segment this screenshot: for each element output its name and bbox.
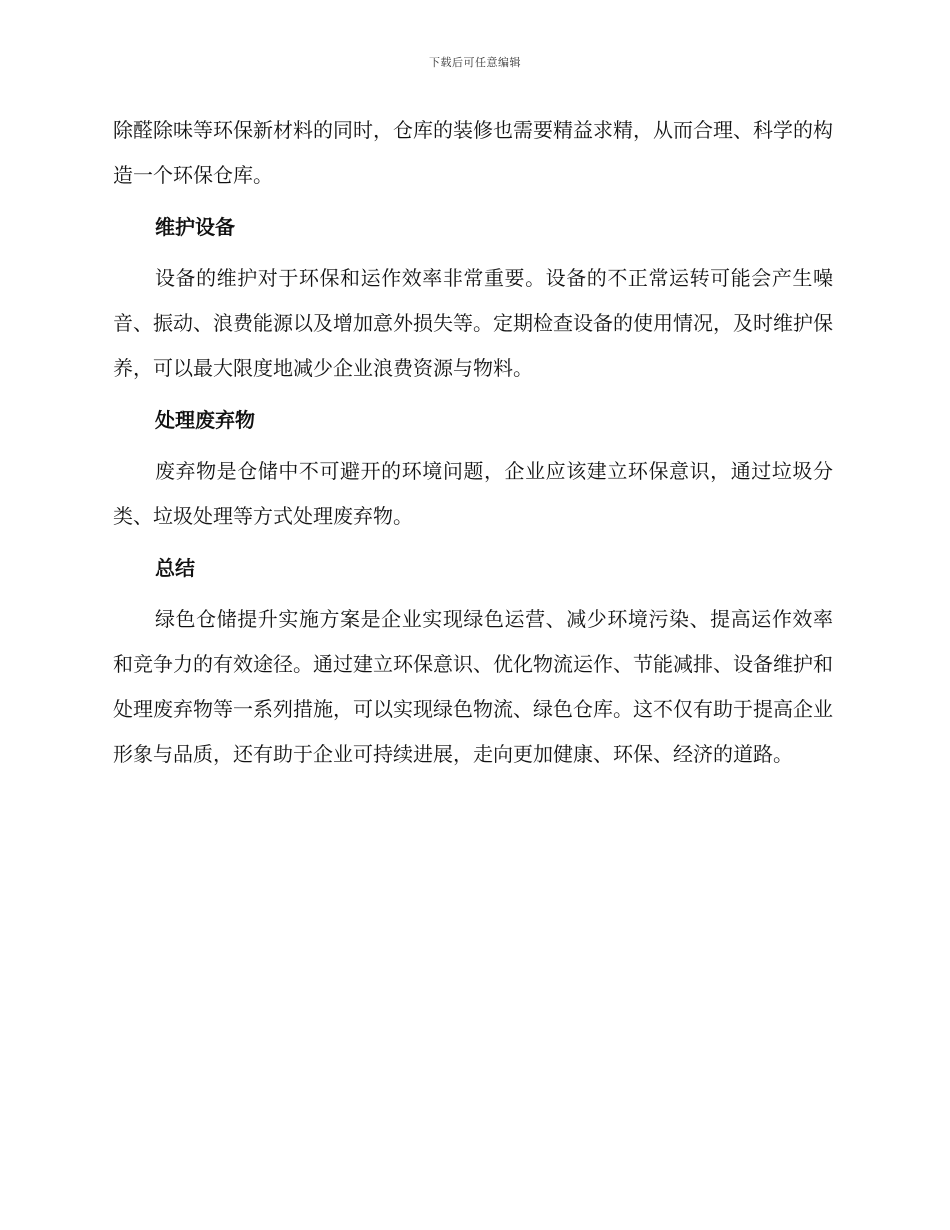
heading-summary: 总结: [155, 556, 195, 580]
waste-handling-paragraph: 废弃物是仓储中不可避开的环境问题，企业应该建立环保意识，通过垃圾分类、垃圾处理等方式处理废弃物。: [113, 459, 833, 528]
summary-paragraph: 绿色仓储提升实施方案是企业实现绿色运营、减少环境污染、提高运作效率和竞争力的有效途径。通过建立环保意识、优化物流运作、节能减排、设备维护和处理废弃物等一系列措施，可以实现绿色物流、绿色仓库。这不仅有助于提高企业形象与品质，还有助于企业可持续进展，走向更加健康、环保、经济的道路。: [113, 607, 833, 766]
document-body: [113, 108, 833, 777]
page-header: 下载后可任意编辑: [429, 56, 521, 69]
heading-maintain-equipment: 维护设备: [155, 215, 235, 239]
intro-paragraph: 除醛除味等环保新材料的同时，仓库的装修也需要精益求精，从而合理、科学的构造一个环保仓库。: [113, 118, 833, 187]
heading-waste-handling: 处理废弃物: [155, 408, 255, 432]
maintain-equipment-paragraph: 设备的维护对于环保和运作效率非常重要。设备的不正常运转可能会产生噪音、振动、浪费能源以及增加意外损失等。定期检查设备的使用情况，及时维护保养，可以最大限度地减少企业浪费资源与物料。: [113, 266, 833, 380]
